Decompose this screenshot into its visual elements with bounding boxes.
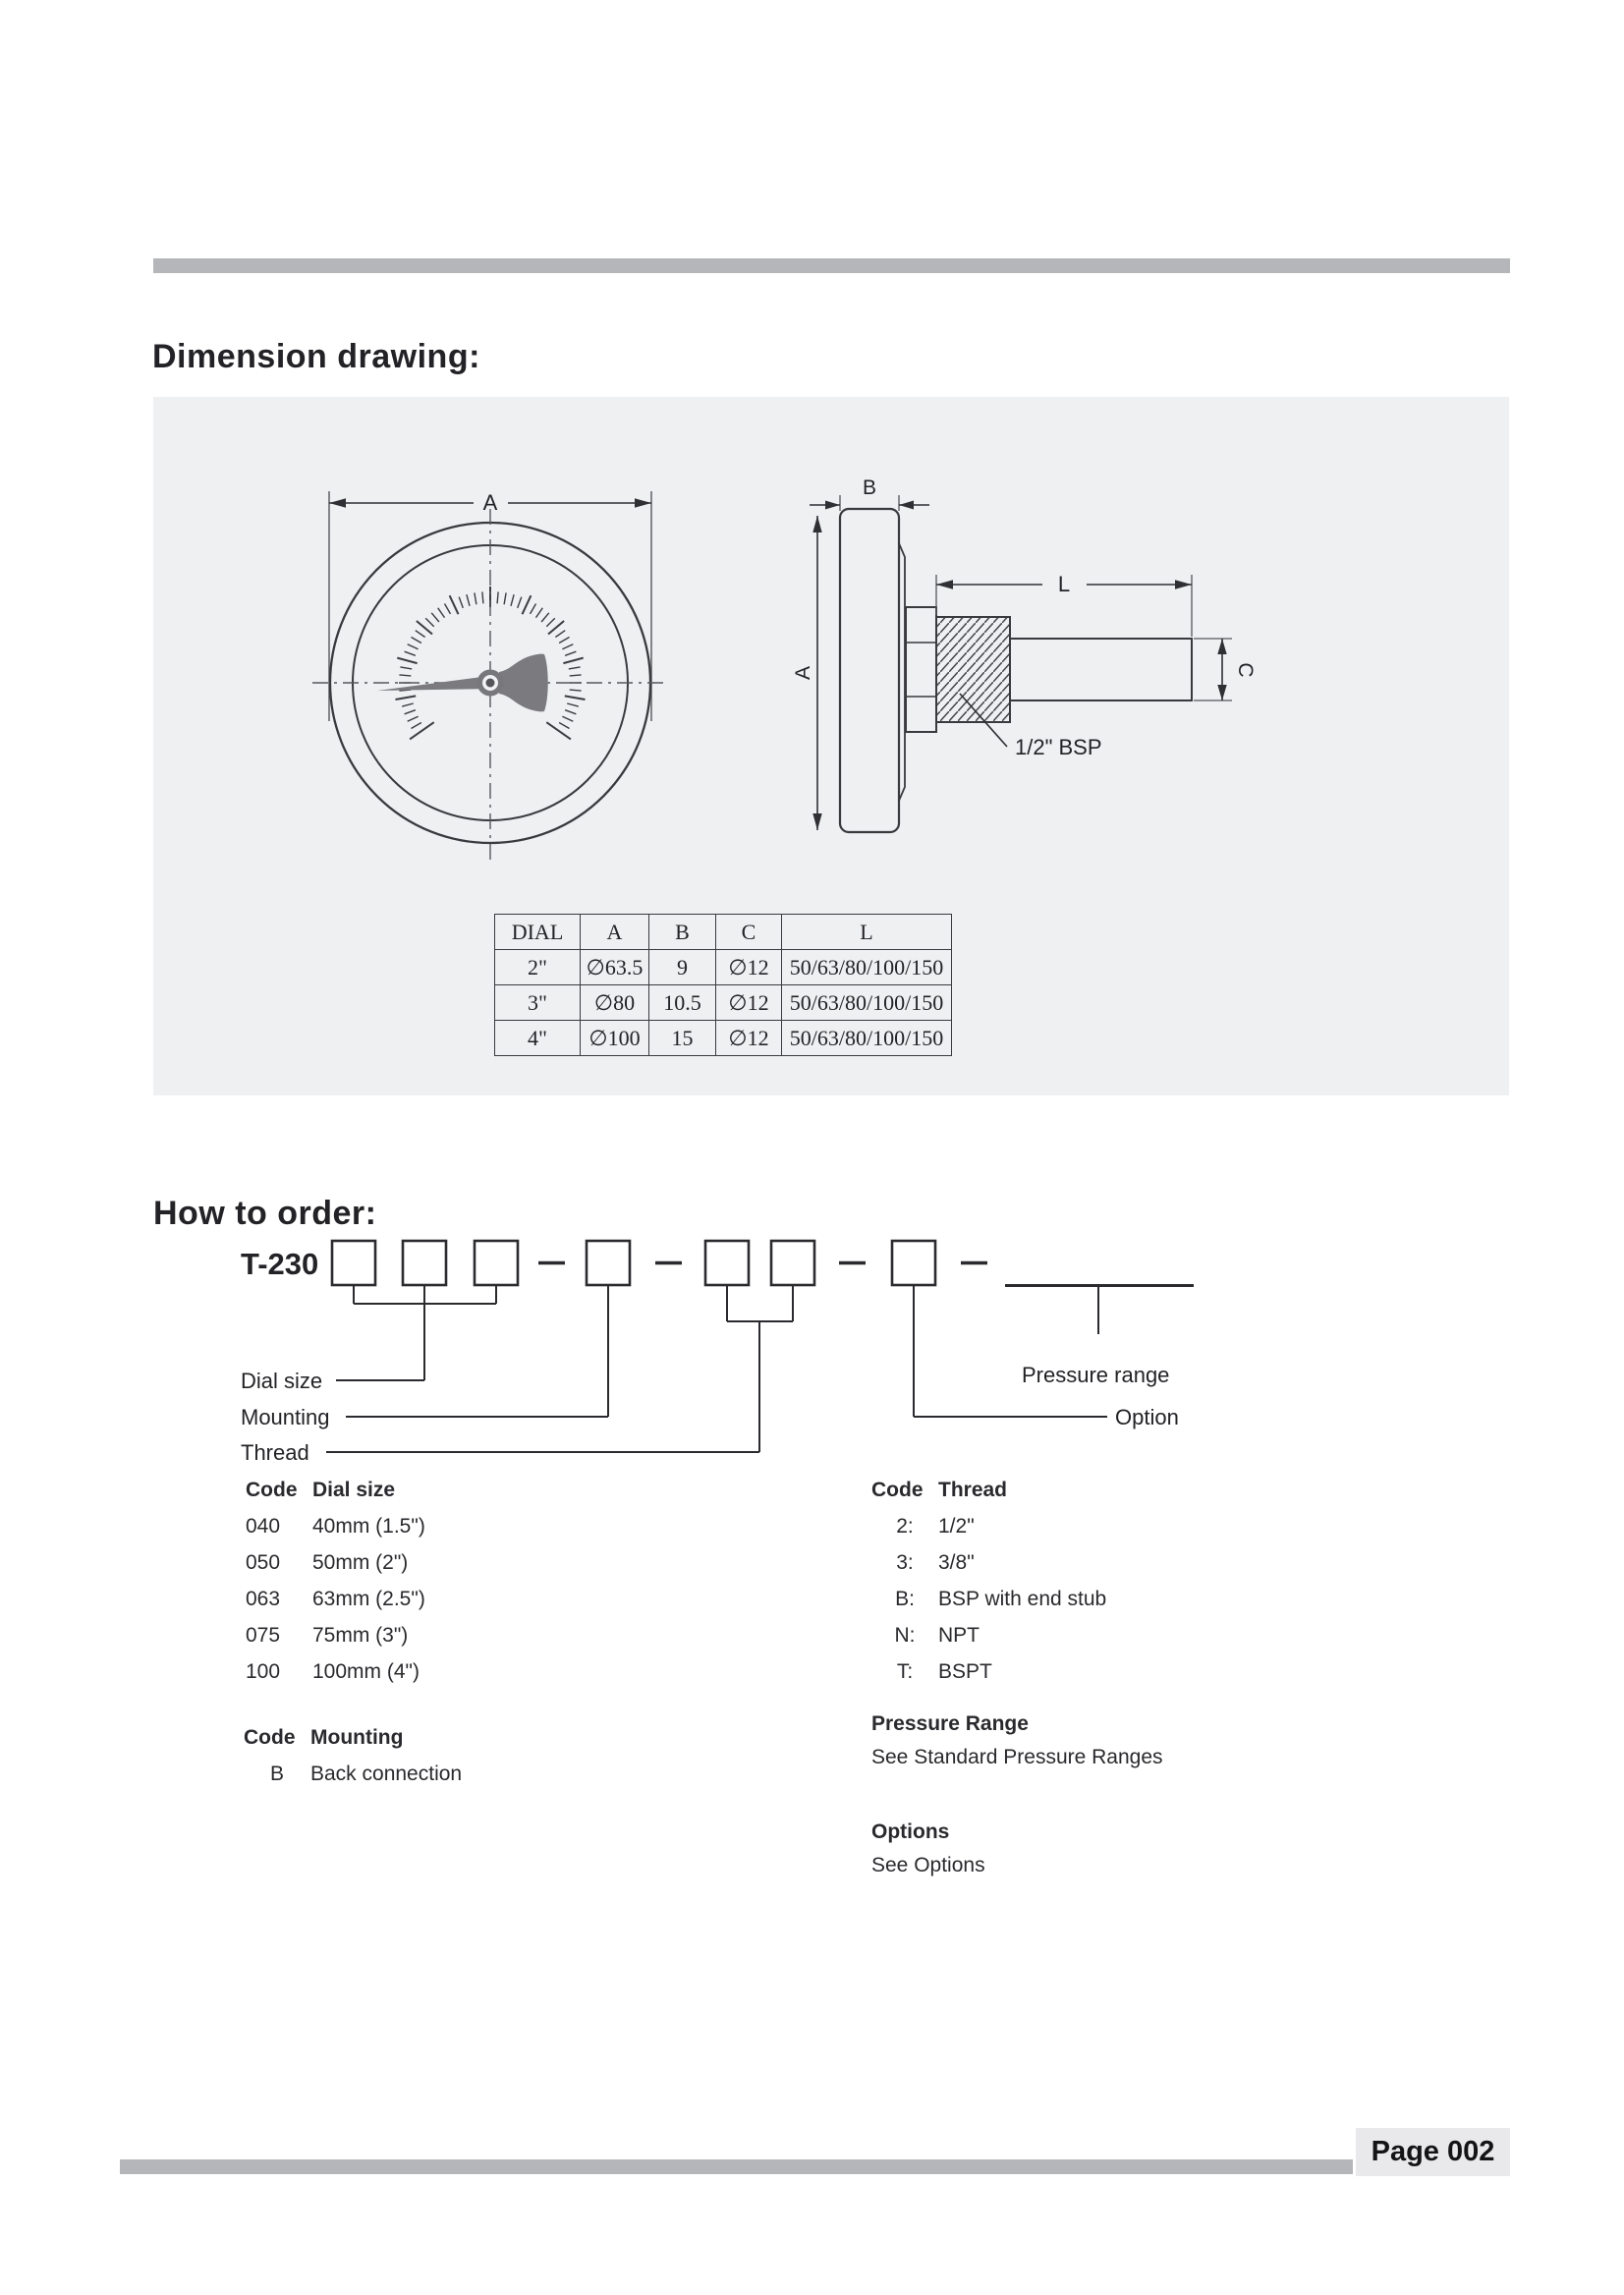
code-label: Back connection	[310, 1762, 463, 1785]
col-header-dial: DIAL	[495, 915, 581, 950]
dim-label-a-front: A	[482, 490, 498, 515]
code-label: BSP with end stub	[938, 1587, 1107, 1610]
cell-c: ∅12	[716, 950, 782, 985]
hex-nut	[906, 607, 936, 732]
page-number-badge	[1356, 2128, 1510, 2176]
list-item	[871, 1653, 1106, 1690]
code-header: Code	[244, 1725, 296, 1749]
arrowhead-c-top	[1217, 639, 1226, 654]
case-outline	[840, 509, 899, 832]
col-header-a: A	[581, 915, 649, 950]
code-value: B	[269, 1762, 284, 1785]
mounting-code-list	[244, 1719, 462, 1792]
dimension-table	[494, 914, 952, 1056]
table-row	[495, 985, 952, 1021]
dimension-drawing-heading: Dimension drawing:	[152, 338, 480, 375]
col-header-c: C	[716, 915, 782, 950]
dim-label-l: L	[1057, 572, 1071, 596]
bottom-rule-bar	[120, 2159, 1353, 2174]
cell-a: ∅100	[581, 1021, 649, 1056]
options-title: Options	[871, 1820, 950, 1843]
code-label: 100mm (4")	[312, 1659, 420, 1683]
gauge-needle	[377, 676, 493, 692]
top-rule-bar	[153, 258, 1510, 273]
order-label-option: Option	[1115, 1405, 1179, 1429]
arrowhead-l-right	[1175, 580, 1192, 588]
code-value: N:	[894, 1623, 916, 1647]
list-item	[246, 1617, 425, 1653]
gauge-needle-tail	[499, 654, 548, 712]
label-header: Mounting	[310, 1725, 404, 1749]
order-box-dial-2	[403, 1241, 446, 1285]
arrowhead-l-left	[936, 580, 953, 588]
thread-code-list	[871, 1472, 1106, 1690]
label-header: Dial size	[312, 1478, 396, 1501]
table-header-row	[495, 915, 952, 950]
order-box-thread-1	[705, 1241, 749, 1285]
cell-c: ∅12	[716, 1021, 782, 1056]
arrowhead-a-top	[812, 516, 821, 532]
list-item	[871, 1581, 1106, 1617]
arrowhead-a-bottom	[812, 813, 821, 830]
code-value: 063	[246, 1587, 281, 1610]
col-header-l: L	[782, 915, 952, 950]
list-item	[246, 1544, 425, 1581]
code-value: 2:	[896, 1514, 914, 1538]
cell-b: 15	[649, 1021, 716, 1056]
code-value: 040	[246, 1514, 281, 1538]
order-prefix: T-230	[241, 1247, 319, 1281]
col-header-b: B	[649, 915, 716, 950]
code-list-header	[871, 1472, 1106, 1508]
code-value: T:	[896, 1659, 914, 1683]
cell-a: ∅80	[581, 985, 649, 1021]
code-label: 40mm (1.5")	[312, 1514, 425, 1538]
stem	[1010, 639, 1192, 700]
thread-section	[936, 617, 1010, 722]
code-label: 50mm (2")	[312, 1550, 409, 1574]
code-value: B:	[895, 1587, 915, 1610]
page-number: Page 002	[1371, 2136, 1495, 2167]
options-note	[871, 1818, 985, 1880]
order-label-pressure-range: Pressure range	[1022, 1363, 1170, 1387]
cell-l: 50/63/80/100/150	[782, 950, 952, 985]
cell-dial: 3"	[495, 985, 581, 1021]
cell-c: ∅12	[716, 985, 782, 1021]
list-item	[871, 1544, 1106, 1581]
dim-label-b: B	[862, 476, 877, 499]
order-label-dial-size: Dial size	[241, 1369, 323, 1393]
cell-dial: 2"	[495, 950, 581, 985]
pressure-range-note	[871, 1709, 1163, 1772]
cell-b: 9	[649, 950, 716, 985]
code-list-header	[246, 1472, 425, 1508]
code-header: Code	[871, 1478, 924, 1501]
gauge-side-view	[792, 476, 1257, 832]
order-code-diagram	[226, 1233, 1228, 1469]
how-to-order-heading: How to order:	[153, 1195, 377, 1232]
code-value: 3:	[896, 1550, 914, 1574]
list-item	[871, 1508, 1106, 1544]
cell-dial: 4"	[495, 1021, 581, 1056]
code-label: 63mm (2.5")	[312, 1587, 425, 1610]
code-label: 1/2"	[938, 1514, 975, 1538]
cell-l: 50/63/80/100/150	[782, 985, 952, 1021]
code-value: 100	[246, 1659, 281, 1683]
list-item	[246, 1508, 425, 1544]
code-label: 3/8"	[938, 1550, 975, 1574]
order-box-option	[892, 1241, 935, 1285]
dim-label-a-side: A	[792, 665, 814, 681]
list-item	[244, 1756, 462, 1792]
pressure-range-text: See Standard Pressure Ranges	[871, 1746, 1163, 1768]
gauge-front-view	[312, 490, 668, 860]
pressure-range-title: Pressure Range	[871, 1712, 1029, 1735]
arrowhead-b-left	[825, 501, 840, 510]
table-row	[495, 950, 952, 985]
list-item	[246, 1581, 425, 1617]
label-header: Thread	[938, 1478, 1008, 1501]
cell-b: 10.5	[649, 985, 716, 1021]
thread-callout-label: 1/2" BSP	[1015, 735, 1102, 759]
arrowhead-c-bottom	[1217, 685, 1226, 700]
code-value: 050	[246, 1550, 281, 1574]
order-box-mounting	[587, 1241, 630, 1285]
arrowhead-right	[635, 498, 651, 507]
code-list-header	[244, 1719, 462, 1756]
dial-size-code-list	[246, 1472, 425, 1690]
code-label: BSPT	[938, 1659, 992, 1683]
order-box-thread-2	[771, 1241, 814, 1285]
needle-hub-center	[486, 679, 495, 688]
options-text: See Options	[871, 1854, 985, 1876]
code-label: 75mm (3")	[312, 1623, 409, 1647]
code-value: 075	[246, 1623, 281, 1647]
cell-l: 50/63/80/100/150	[782, 1021, 952, 1056]
list-item	[246, 1653, 425, 1690]
order-label-mounting: Mounting	[241, 1405, 330, 1429]
list-item	[871, 1617, 1106, 1653]
table-row	[495, 1021, 952, 1056]
code-label: NPT	[938, 1623, 980, 1647]
order-label-thread: Thread	[241, 1440, 309, 1465]
order-box-dial-3	[475, 1241, 518, 1285]
order-connector-lines	[326, 1285, 1107, 1452]
cell-a: ∅63.5	[581, 950, 649, 985]
arrowhead-b-right	[899, 501, 914, 510]
dim-label-c: C	[1234, 662, 1257, 678]
arrowhead-left	[329, 498, 346, 507]
code-header: Code	[246, 1478, 298, 1501]
order-box-dial-1	[332, 1241, 375, 1285]
